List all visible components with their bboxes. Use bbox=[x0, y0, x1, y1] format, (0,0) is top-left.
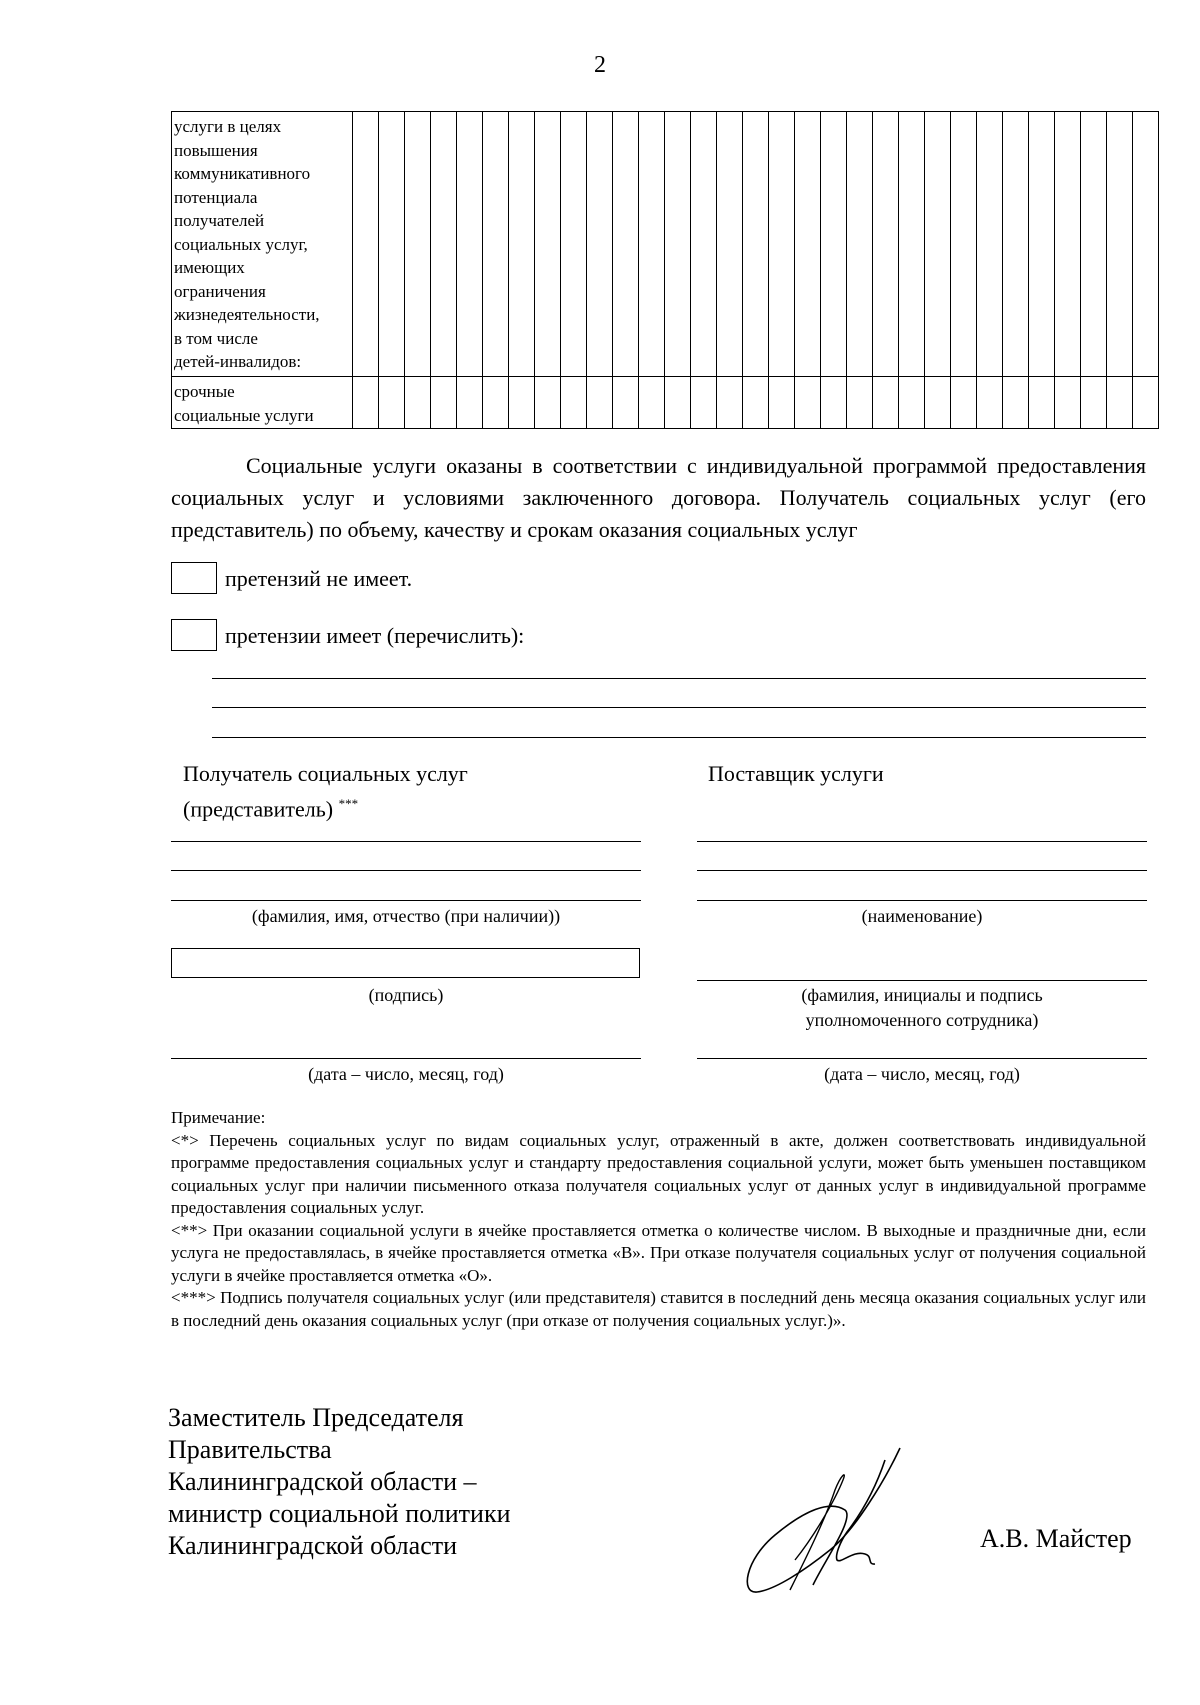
day-cell[interactable] bbox=[1107, 377, 1133, 429]
day-cell[interactable] bbox=[951, 377, 977, 429]
signatory-title: Заместитель Председателя Правительства Калининградской области – министр социальной политики Калининградской области bbox=[168, 1403, 511, 1560]
day-cell[interactable] bbox=[1029, 112, 1055, 377]
day-cell[interactable] bbox=[821, 112, 847, 377]
day-cell[interactable] bbox=[665, 377, 691, 429]
day-cell[interactable] bbox=[457, 377, 483, 429]
recipient-signature-box[interactable] bbox=[171, 948, 640, 978]
day-cell[interactable] bbox=[587, 112, 613, 377]
provider-name-caption: (наименование) bbox=[861, 906, 983, 926]
day-cell[interactable] bbox=[587, 377, 613, 429]
day-cell[interactable] bbox=[431, 112, 457, 377]
day-cell[interactable] bbox=[1133, 112, 1159, 377]
table-row bbox=[172, 112, 1159, 377]
row-label-line: повышения bbox=[174, 140, 258, 160]
page-number: 2 bbox=[594, 52, 606, 78]
day-cell[interactable] bbox=[431, 377, 457, 429]
day-cell[interactable] bbox=[1107, 112, 1133, 377]
day-cell[interactable] bbox=[639, 112, 665, 377]
day-cell[interactable] bbox=[1003, 377, 1029, 429]
claims-line[interactable] bbox=[212, 678, 1146, 679]
day-cell[interactable] bbox=[925, 112, 951, 377]
row-label-line: социальных услуг, bbox=[174, 234, 308, 254]
row-label-line: ограничения bbox=[174, 281, 266, 301]
day-cell[interactable] bbox=[1029, 377, 1055, 429]
day-cell[interactable] bbox=[665, 112, 691, 377]
provider-date-line[interactable] bbox=[697, 1058, 1147, 1059]
day-cell[interactable] bbox=[535, 377, 561, 429]
table-row bbox=[172, 377, 1159, 429]
day-cell[interactable] bbox=[743, 377, 769, 429]
row-label-urgent bbox=[172, 377, 353, 429]
day-cell[interactable] bbox=[613, 377, 639, 429]
row-label-line: в том числе bbox=[174, 328, 258, 348]
day-cell[interactable] bbox=[405, 377, 431, 429]
day-cell[interactable] bbox=[821, 377, 847, 429]
handwritten-signature bbox=[735, 1440, 925, 1610]
note-2: <**> При оказании социальной услуги в ячейке проставляется отметка о количестве числом. В выходные и праздничные дни, если услуга не предоставлялась, в ячейке проставляется отметка «В». При отказе получателя социальных услуг от получения социальной услуги в ячейке проставляется отметка «О». bbox=[171, 1220, 1146, 1285]
note-3: <***> Подпись получателя социальных услуг (или представителя) ставится в последний день месяца оказания социальных услуг или в последний день оказания социальных услуг (при отказе от получения социальных услуг.)». bbox=[171, 1288, 1146, 1330]
provider-name-line[interactable] bbox=[697, 900, 1147, 901]
row-label-communicative bbox=[172, 112, 353, 377]
recipient-date-caption: (дата – число, месяц, год) bbox=[308, 1064, 504, 1084]
day-cell[interactable] bbox=[457, 112, 483, 377]
day-cell[interactable] bbox=[1133, 377, 1159, 429]
claims-line[interactable] bbox=[212, 737, 1146, 738]
recipient-name-caption: (фамилия, имя, отчество (при наличии)) bbox=[251, 906, 561, 926]
row-label-line: жизнедеятельности, bbox=[174, 305, 320, 324]
has-claims-checkbox[interactable] bbox=[171, 619, 217, 651]
row-label-line: имеющих bbox=[174, 258, 245, 277]
no-claims-checkbox[interactable] bbox=[171, 562, 217, 594]
day-cell[interactable] bbox=[535, 112, 561, 377]
day-cell[interactable] bbox=[717, 377, 743, 429]
no-claims-label: претензий не имеет. bbox=[225, 566, 413, 591]
services-table bbox=[171, 111, 1159, 429]
day-cell[interactable] bbox=[1081, 377, 1107, 429]
notes-heading: Примечание: bbox=[171, 1108, 266, 1127]
day-cell[interactable] bbox=[639, 377, 665, 429]
day-cell[interactable] bbox=[951, 112, 977, 377]
provider-name-line[interactable] bbox=[697, 841, 1147, 842]
note-1: <*> Перечень социальных услуг по видам социальных услуг, отраженный в акте, должен соответствовать индивидуальной программе предоставления социальных услуг и стандарту предоставления социальной услуги, может быть уменьшен поставщиком социальных услуг при наличии письменного отказа получателя социальных услуг от данных услуг в индивидуальной программе предоставления социальных услуг. bbox=[171, 1130, 1146, 1217]
day-cell[interactable] bbox=[977, 377, 1003, 429]
day-cell[interactable] bbox=[847, 377, 873, 429]
row-label-line: услуги в целях bbox=[174, 117, 282, 136]
recipient-name-line[interactable] bbox=[171, 900, 641, 901]
day-cell[interactable] bbox=[405, 112, 431, 377]
day-cell[interactable] bbox=[873, 112, 899, 377]
day-cell[interactable] bbox=[769, 112, 795, 377]
row-label-line: получателей bbox=[174, 211, 265, 230]
recipient-title: Получатель социальных услуг (представитель) *** bbox=[183, 761, 468, 822]
day-cell[interactable] bbox=[1081, 112, 1107, 377]
day-cell[interactable] bbox=[1003, 112, 1029, 377]
day-cell[interactable] bbox=[873, 377, 899, 429]
day-cell[interactable] bbox=[561, 112, 587, 377]
day-cell[interactable] bbox=[483, 112, 509, 377]
day-cell[interactable] bbox=[1055, 377, 1081, 429]
row-label-line: детей-инвалидов: bbox=[174, 352, 302, 371]
day-cell[interactable] bbox=[353, 377, 379, 429]
provider-name-line[interactable] bbox=[697, 870, 1147, 871]
day-cell[interactable] bbox=[483, 377, 509, 429]
day-cell[interactable] bbox=[353, 112, 379, 377]
day-cell[interactable] bbox=[899, 112, 925, 377]
row-label-line: коммуникативного bbox=[174, 164, 311, 183]
day-cell[interactable] bbox=[379, 377, 405, 429]
day-cell[interactable] bbox=[379, 112, 405, 377]
day-cell[interactable] bbox=[847, 112, 873, 377]
provider-date-caption: (дата – число, месяц, год) bbox=[824, 1064, 1020, 1084]
day-cell[interactable] bbox=[561, 377, 587, 429]
day-cell[interactable] bbox=[899, 377, 925, 429]
day-cell[interactable] bbox=[925, 377, 951, 429]
provider-signature-line[interactable] bbox=[697, 980, 1147, 981]
row-label-line: социальные услуги bbox=[174, 405, 314, 425]
day-cell[interactable] bbox=[1055, 112, 1081, 377]
has-claims-label: претензии имеет (перечислить): bbox=[225, 623, 525, 648]
recipient-name-line[interactable] bbox=[171, 841, 641, 842]
day-cell[interactable] bbox=[795, 377, 821, 429]
day-cell[interactable] bbox=[769, 377, 795, 429]
day-cell[interactable] bbox=[691, 377, 717, 429]
conformity-paragraph: Социальные услуги оказаны в соответствии с индивидуальной программой предоставления социальных услуг и условиями заключенного договора. Получатель социальных услуг (его представитель) по объему, качеству и срокам оказания социальных услуг bbox=[171, 453, 1146, 542]
day-cell[interactable] bbox=[691, 112, 717, 377]
signatory-name: А.В. Майстер bbox=[980, 1524, 1132, 1553]
day-cell[interactable] bbox=[717, 112, 743, 377]
provider-title: Поставщик услуги bbox=[708, 761, 884, 786]
provider-signature-caption: (фамилия, инициалы и подпись уполномоченного сотрудника) bbox=[801, 985, 1043, 1030]
recipient-name-line[interactable] bbox=[171, 870, 641, 871]
day-cell[interactable] bbox=[509, 112, 535, 377]
recipient-date-line[interactable] bbox=[171, 1058, 641, 1059]
day-cell[interactable] bbox=[743, 112, 769, 377]
day-cell[interactable] bbox=[509, 377, 535, 429]
notes bbox=[171, 1107, 1146, 1332]
claims-line[interactable] bbox=[212, 707, 1146, 708]
recipient-signature-caption: (подпись) bbox=[368, 985, 444, 1005]
row-label-line: срочные bbox=[174, 382, 235, 401]
row-label-line: потенциала bbox=[174, 187, 258, 207]
day-cell[interactable] bbox=[613, 112, 639, 377]
day-cell[interactable] bbox=[977, 112, 1003, 377]
day-cell[interactable] bbox=[795, 112, 821, 377]
